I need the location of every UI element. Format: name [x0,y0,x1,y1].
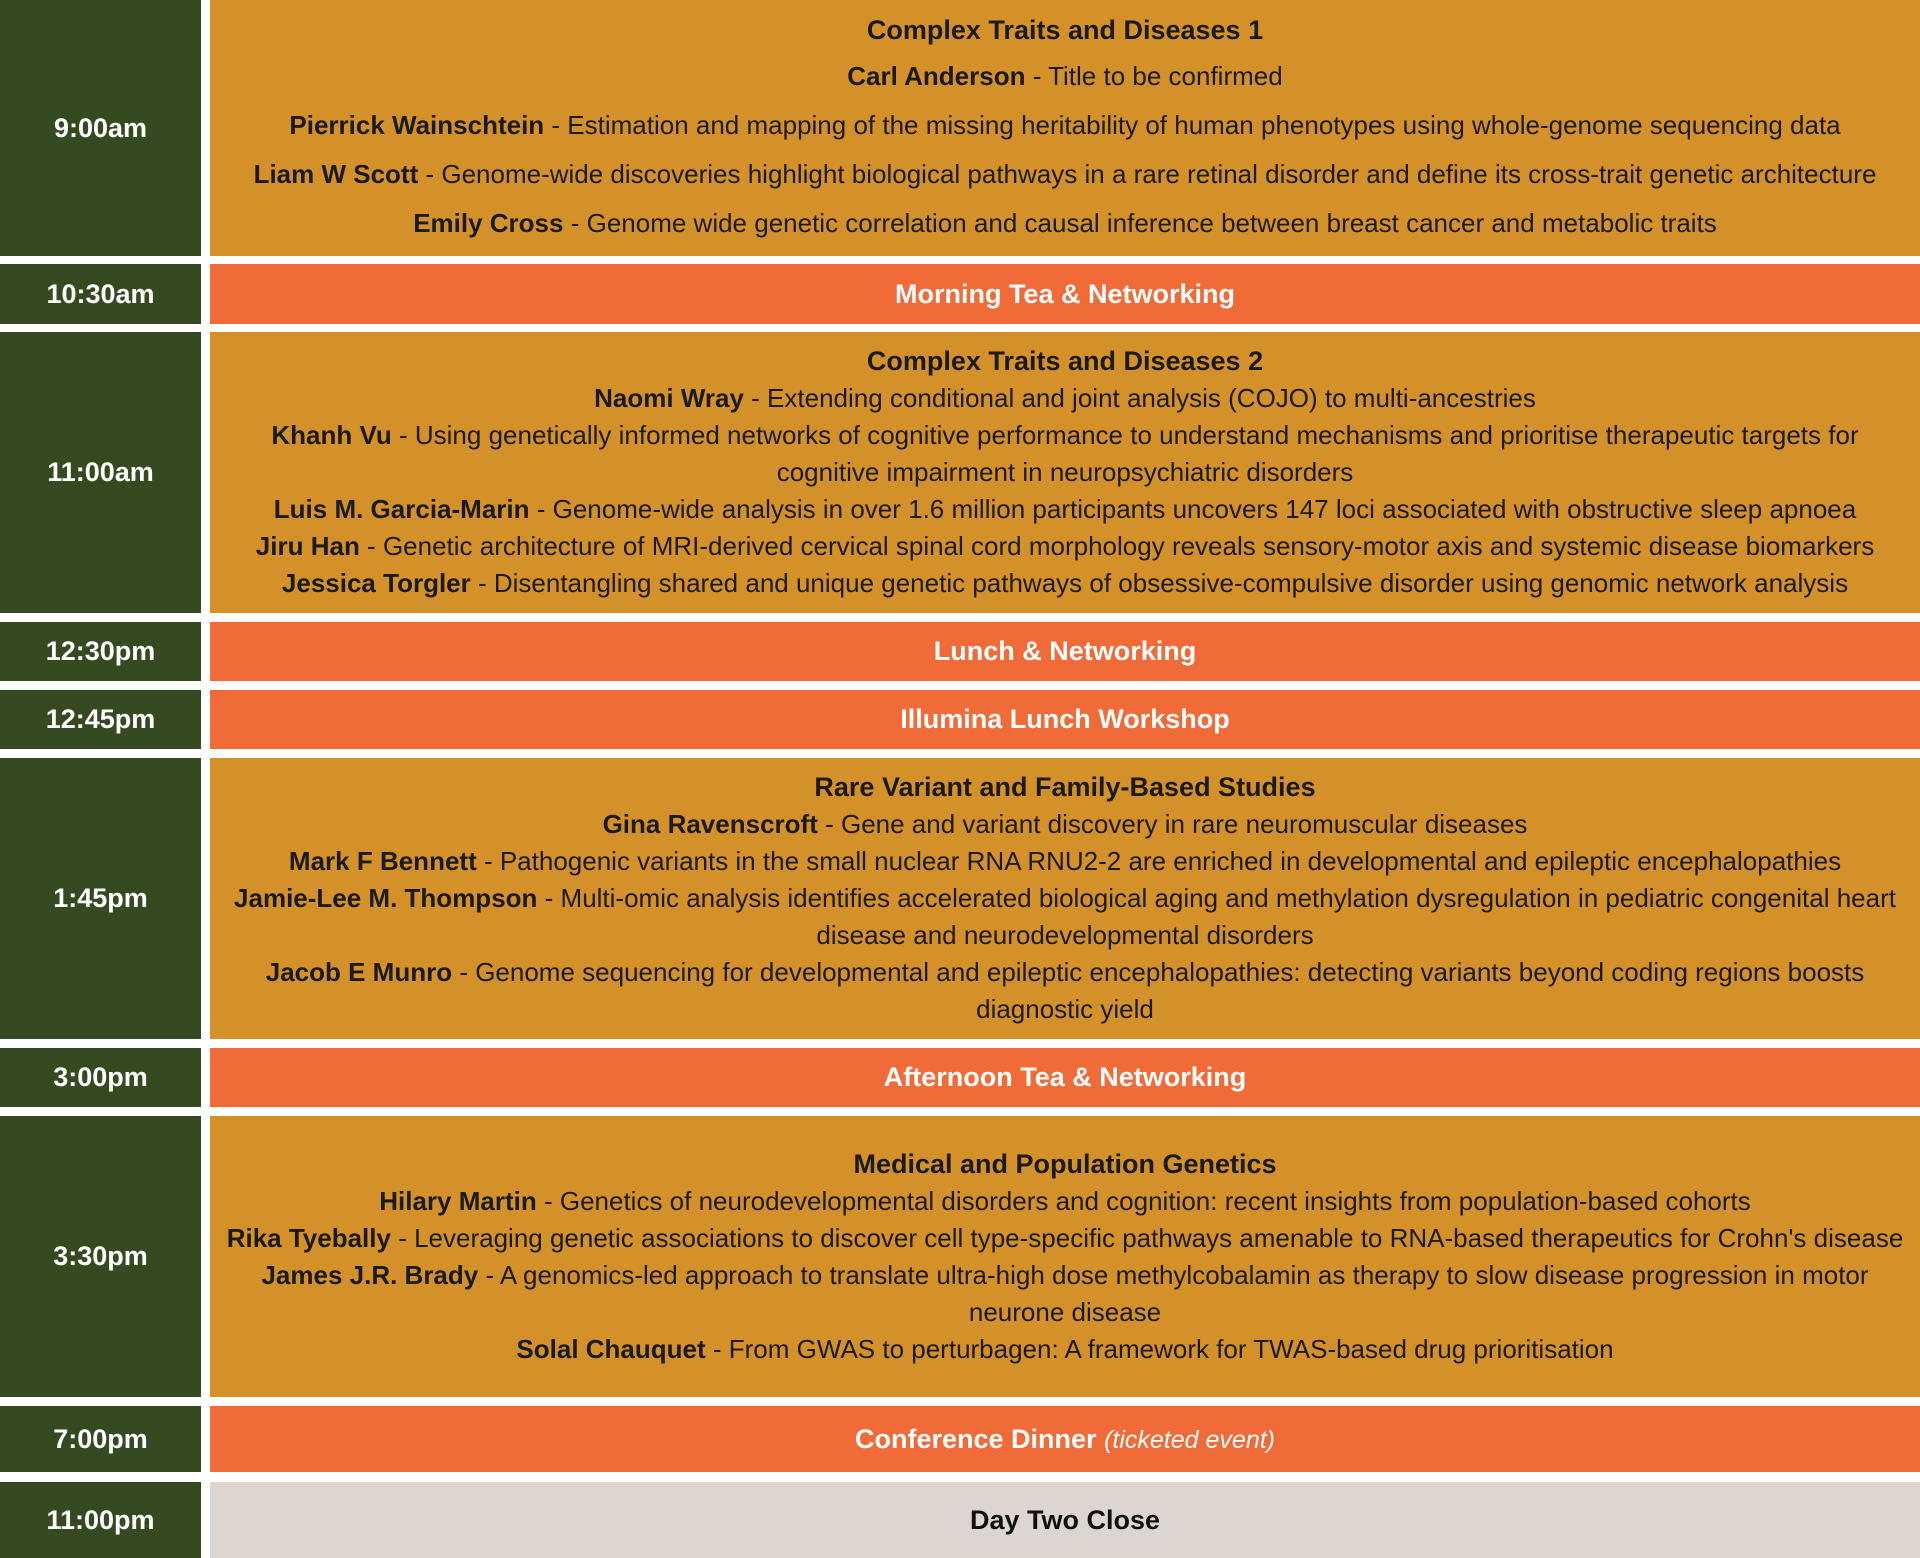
talk-item: Pierrick Wainschtein - Estimation and mapping of the missing heritability of human phenotypes using whole-genome sequencing data [289,109,1841,140]
break-block [210,1048,1920,1107]
talk-title: Genome-wide analysis in over 1.6 million participants uncovers 147 loci associated with obstructive sleep apnoea [552,494,1857,524]
close-block [210,1482,1920,1558]
session-block [210,1116,1920,1397]
talk-title: Gene and variant discovery in rare neuromuscular diseases [840,809,1528,839]
talk-title: Genome wide genetic correlation and causal inference between breast cancer and metabolic traits [586,207,1717,238]
schedule-row-session-3 [0,758,1920,1039]
speaker-name: Jessica Torgler [281,568,471,598]
talk-item: Carl Anderson - Title to be confirmed [847,60,1283,91]
talk-title: Genetic architecture of MRI-derived cervical spinal cord morphology reveals sensory-motor axis and systemic disease biomarkers [382,531,1875,561]
time-label: 10:30am [0,264,201,324]
session-block [210,332,1920,613]
schedule-row-session-2 [0,332,1920,613]
time-label: 1:45pm [0,758,201,1039]
break-block [210,1406,1920,1472]
break-block [210,264,1920,324]
talk-item: Jiru Han - Genetic architecture of MRI-derived cervical spinal cord morphology reveals sensory-motor axis and systemic disease biomarkers [255,531,1875,561]
time-label: 7:00pm [0,1406,201,1472]
talk-title: Disentangling shared and unique genetic pathways of obsessive-compulsive disorder using genomic network analysis [493,568,1849,598]
speaker-name: Emily Cross [413,207,564,238]
break-title: Afternoon Tea & Networking [883,1062,1247,1092]
speaker-name: Rika Tyebally [226,1222,391,1253]
time-label: 3:00pm [0,1048,201,1107]
talk-title: Genome-wide discoveries highlight biological pathways in a rare retinal disorder and define its cross-trait genetic architecture [441,158,1877,189]
speaker-name: Jamie-Lee M. Thompson [234,883,538,913]
time-label: 3:30pm [0,1116,201,1397]
speaker-name: Pierrick Wainschtein [289,109,545,140]
talk-item: Liam W Scott - Genome-wide discoveries highlight biological pathways in a rare retinal disorder and define its cross-trait genetic architecture [253,158,1877,189]
schedule-row-close [0,1482,1920,1558]
talk-item: Hilary Martin - Genetics of neurodevelopmental disorders and cognition: recent insights from population-based cohorts [379,1185,1751,1216]
talk-item: Solal Chauquet - From GWAS to perturbagen: A framework for TWAS-based drug prioritisation [516,1333,1614,1364]
schedule-row-break-dinner [0,1406,1920,1472]
talk-title: Estimation and mapping of the missing heritability of human phenotypes using whole-genome sequencing data [567,109,1841,140]
break-title: Illumina Lunch Workshop [900,704,1230,734]
speaker-name: Liam W Scott [253,158,419,189]
schedule-row-break-afternoon-tea [0,1048,1920,1107]
close-title: Day Two Close [969,1504,1161,1535]
talk-item: Rika Tyebally - Leveraging genetic associations to discover cell type-specific pathways amenable to RNA-based therapeutics for Crohn's disease [226,1222,1904,1253]
break-title-text: Conference Dinner [855,1423,1097,1454]
talk-title: Leveraging genetic associations to discover cell type-specific pathways amenable to RNA-based therapeutics for Crohn's disease [414,1222,1904,1253]
talk-item: James J.R. Brady - A genomics-led approach to translate ultra-high dose methylcobalamin as therapy to slow disease progression in motor neurone disease [261,1259,1869,1327]
speaker-name: Gina Ravenscroft [602,809,818,839]
session-block [210,758,1920,1039]
speaker-name: Solal Chauquet [516,1333,706,1364]
talk-title: Pathogenic variants in the small nuclear RNA RNU2-2 are enriched in developmental and epileptic encephalopathies [499,846,1842,876]
talk-item: Khanh Vu - Using genetically informed networks of cognitive performance to understand mechanisms and prioritise therapeutic targets for cognitive impairment in neuropsychiatric disorders [271,420,1859,487]
talk-item: Gina Ravenscroft - Gene and variant discovery in rare neuromuscular diseases [602,809,1528,839]
break-block [210,690,1920,749]
time-label: 11:00pm [0,1482,201,1558]
schedule-row-break-morning-tea [0,264,1920,324]
speaker-name: Luis M. Garcia-Marin [273,494,530,524]
break-title [855,1424,1275,1455]
talk-item: Jessica Torgler - Disentangling shared and unique genetic pathways of obsessive-compulsive disorder using genomic network analysis [281,568,1849,598]
talk-title: Genetics of neurodevelopmental disorders and cognition: recent insights from population-based cohorts [559,1185,1751,1216]
talk-title: Title to be confirmed [1048,60,1283,91]
talk-item: Jamie-Lee M. Thompson - Multi-omic analysis identifies accelerated biological aging and methylation dysregulation in pediatric congenital heart disease and neurodevelopmental disorders [234,883,1896,950]
speaker-name: Khanh Vu [271,420,392,450]
talk-item: Mark F Bennett - Pathogenic variants in the small nuclear RNA RNU2-2 are enriched in developmental and epileptic encephalopathies [288,846,1842,876]
speaker-name: Hilary Martin [379,1185,537,1216]
talk-title: Multi-omic analysis identifies accelerated biological aging and methylation dysregulation in pediatric congenital heart disease and neurodevelopmental disorders [560,883,1896,950]
speaker-name: Jacob E Munro [265,957,453,987]
talk-item: Luis M. Garcia-Marin - Genome-wide analysis in over 1.6 million participants uncovers 147 loci associated with obstructive sleep apnoea [273,494,1857,524]
schedule-row-session-4 [0,1116,1920,1397]
time-label: 11:00am [0,332,201,613]
talk-item: Naomi Wray - Extending conditional and joint analysis (COJO) to multi-ancestries [594,383,1536,413]
talk-title: Extending conditional and joint analysis (COJO) to multi-ancestries [767,383,1536,413]
session-title: Rare Variant and Family-Based Studies [814,772,1316,802]
talk-title: Using genetically informed networks of cognitive performance to understand mechanisms and prioritise therapeutic targets for cognitive impairment in neuropsychiatric disorders [414,420,1859,487]
schedule-row-break-lunch [0,622,1920,681]
speaker-name: Carl Anderson [847,60,1026,91]
talk-item: Jacob E Munro - Genome sequencing for developmental and epileptic encephalopathies: detecting variants beyond coding regions boosts diagnostic yield [265,957,1865,1024]
speaker-name: Naomi Wray [594,383,744,413]
talk-title: From GWAS to perturbagen: A framework for TWAS-based drug prioritisation [728,1333,1614,1364]
time-label: 9:00am [0,0,201,256]
break-block [210,622,1920,681]
session-title: Medical and Population Genetics [853,1148,1277,1179]
schedule-row-session-1 [0,0,1920,256]
schedule-row-break-workshop [0,690,1920,749]
talk-title: A genomics-led approach to translate ultra-high dose methylcobalamin as therapy to slow disease progression in motor neurone disease [499,1259,1869,1327]
break-title: Morning Tea & Networking [894,278,1235,309]
session-title: Complex Traits and Diseases 2 [866,346,1264,376]
talk-item: Emily Cross - Genome wide genetic correlation and causal inference between breast cancer and metabolic traits [413,207,1717,238]
speaker-name: Mark F Bennett [288,846,477,876]
break-title: Lunch & Networking [933,636,1197,666]
speaker-name: James J.R. Brady [261,1259,479,1290]
ticket-note: (ticketed event) [1104,1425,1275,1454]
time-label: 12:30pm [0,622,201,681]
session-title: Complex Traits and Diseases 1 [866,14,1264,45]
speaker-name: Jiru Han [255,531,360,561]
talk-title: Genome sequencing for developmental and epileptic encephalopathies: detecting variants beyond coding regions boosts diagnostic yield [475,957,1865,1024]
session-block [210,0,1920,256]
time-label: 12:45pm [0,690,201,749]
